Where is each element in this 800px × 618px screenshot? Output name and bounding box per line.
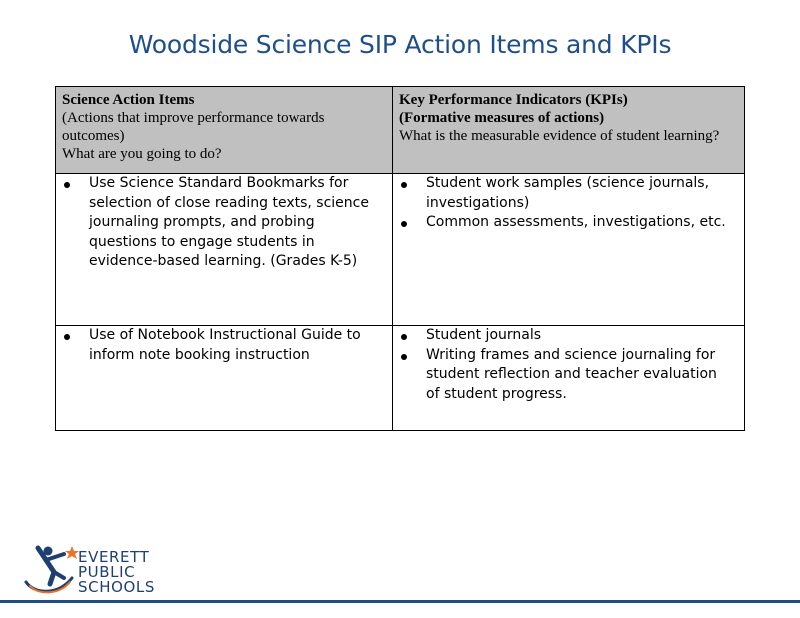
list-item: Common assessments, investigations, etc. — [393, 213, 744, 233]
bullet-icon — [401, 354, 407, 360]
logo-line: SCHOOLS — [78, 578, 155, 596]
bullet-icon — [401, 182, 407, 188]
everett-public-schools-logo — [24, 542, 174, 600]
logo-line: EVERETT — [78, 548, 150, 566]
table-header-row — [56, 87, 745, 174]
header-kpis-question: What is the measurable evidence of student learning? — [399, 128, 720, 144]
table-row — [56, 174, 745, 326]
bullet-icon — [401, 221, 407, 227]
list-item: Writing frames and science journaling for student reflection and teacher evaluation of student progress. — [393, 346, 744, 405]
list-item: Use of Notebook Instructional Guide to inform note booking instruction — [56, 326, 392, 365]
sip-table — [55, 86, 745, 431]
header-kpis-title: Key Performance Indicators (KPIs) — [399, 92, 628, 108]
leaping-figure-icon — [24, 542, 80, 600]
kpis-cell — [393, 174, 745, 326]
bullet-icon — [401, 334, 407, 340]
logo-line: PUBLIC — [78, 563, 136, 581]
logo-wordmark — [78, 550, 155, 595]
header-action-items-subtitle: (Actions that improve performance towards outcomes) — [62, 110, 325, 144]
header-action-items-title: Science Action Items — [62, 92, 195, 108]
header-cell-action-items — [56, 87, 393, 174]
slide-title: Woodside Science SIP Action Items and KPIs — [128, 30, 672, 59]
bullet-list — [393, 174, 744, 233]
action-items-cell — [56, 326, 393, 431]
list-item: Student journals — [393, 326, 744, 346]
bullet-list — [393, 326, 744, 404]
header-action-items-question: What are you going to do? — [62, 146, 222, 162]
bullet-icon — [64, 334, 70, 340]
footer-divider — [0, 600, 800, 603]
table-row — [56, 326, 745, 431]
header-kpis-subtitle: (Formative measures of actions) — [399, 110, 605, 126]
list-item: Use Science Standard Bookmarks for selection of close reading texts, science journaling prompts, and probing questions to engage students in evidence-based learning. (Grades K-5) — [56, 174, 392, 272]
header-cell-kpis — [393, 87, 745, 174]
kpis-cell — [393, 326, 745, 431]
bullet-list — [56, 326, 392, 365]
bullet-icon — [64, 182, 70, 188]
list-item: Student work samples (science journals, investigations) — [393, 174, 744, 213]
bullet-list — [56, 174, 392, 272]
action-items-cell — [56, 174, 393, 326]
